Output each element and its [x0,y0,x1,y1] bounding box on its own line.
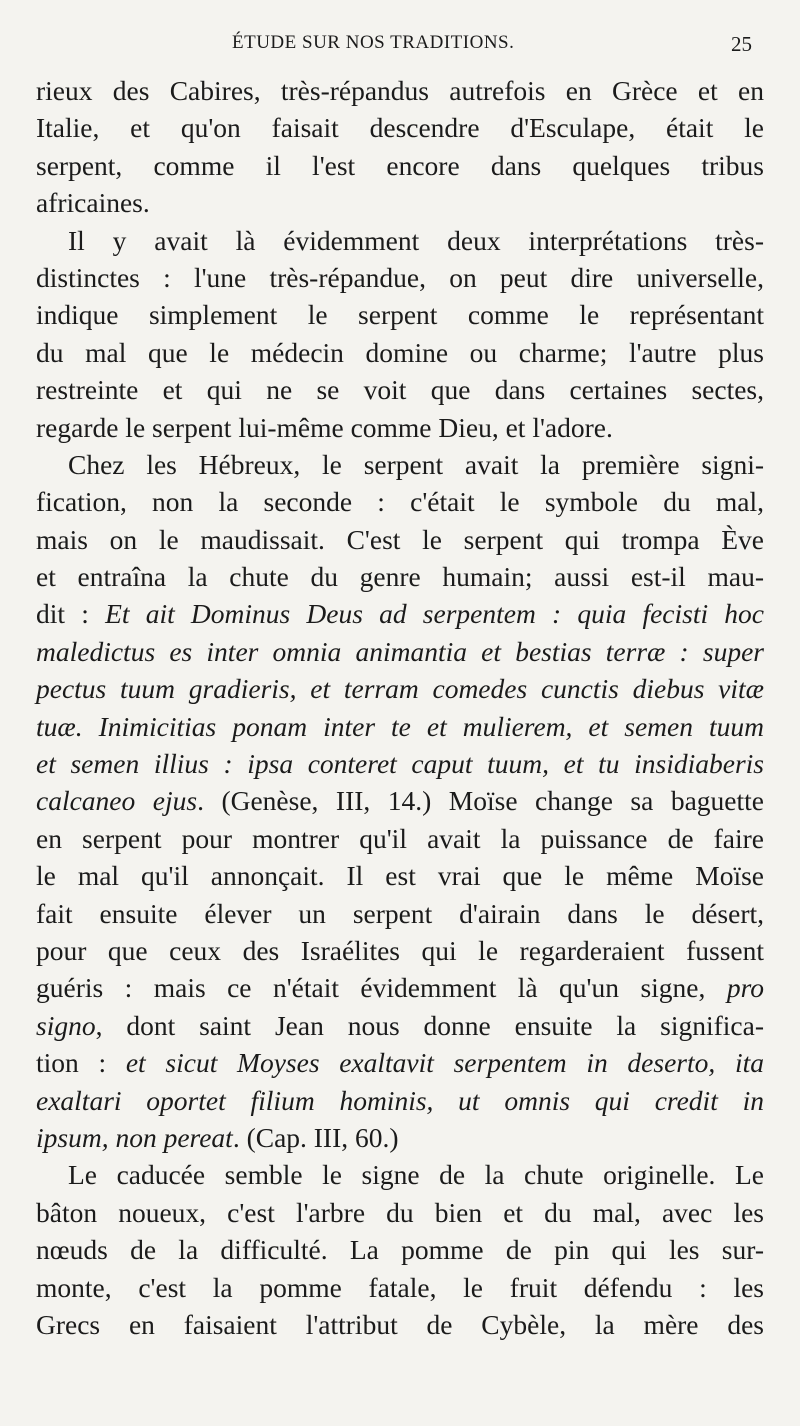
text-line [36,1119,764,1156]
text-line [36,782,764,819]
text-line [36,932,764,969]
text-segment: monte, c'est la pomme fatale, le fruit défendu : les [36,1271,764,1303]
text-segment: dit : [36,598,106,630]
text-line [36,296,764,333]
page-number: 25 [731,32,752,56]
text-line [36,259,764,296]
text-segment: calcaneo ejus [36,785,198,817]
text-line [36,895,764,932]
text-segment: guéris : mais ce n'était évidemment là qu'un signe, [36,972,727,1004]
text-segment: et semen illius : ipsa conteret caput tuum, et tu insidiaberis [36,748,764,780]
text-line [36,558,764,595]
text-line [36,595,764,632]
text-line [36,1269,764,1306]
text-line [36,1231,764,1268]
text-line [36,1194,764,1231]
text-segment: . (Cap. III, 60.) [232,1121,399,1153]
text-segment: pro [726,972,764,1004]
text-segment: Italie, et qu'on faisait descendre d'Esculape, était le [36,112,764,144]
text-segment: rieux des Cabires, très-répandus autrefois en Grèce et en [36,75,764,106]
text-line [36,334,764,371]
text-line [36,72,764,109]
text-line [36,1082,764,1119]
text-segment: ipsum, non pereat [36,1121,233,1153]
text-segment: , dont saint Jean nous donne ensuite la significa- [95,1009,764,1041]
text-segment: tion : [36,1047,126,1079]
text-line [36,147,764,184]
text-segment: signo [36,1009,96,1041]
text-segment: nœuds de la difficulté. La pomme de pin qui les sur- [36,1234,764,1266]
text-line [36,969,764,1006]
text-segment: bâton noueux, c'est l'arbre du bien et du mal, avec les [36,1196,764,1228]
text-line [36,184,764,221]
text-segment: serpent, comme il l'est encore dans quelques tribus [36,149,764,181]
text-segment: regarde le serpent lui-même comme Dieu, et l'adore. [36,411,613,443]
text-segment: fait ensuite élever un serpent d'airain dans le désert, [36,897,764,929]
text-line [36,409,764,446]
text-segment: le mal qu'il annonçait. Il est vrai que le même Moïse [36,860,764,892]
text-segment: et sicut Moyses exaltavit serpentem in deserto, ita [125,1047,764,1079]
text-line [36,446,764,483]
text-segment: du mal que le médecin domine ou charme; l'autre plus [36,336,764,368]
text-segment: Le caducée semble le signe de la chute originelle. Le [68,1159,764,1191]
text-line [36,820,764,857]
text-segment: distinctes : l'une très-répandue, on peut dire universelle, [36,261,764,293]
text-line [36,222,764,259]
running-title: ÉTUDE SUR NOS TRADITIONS. [232,32,515,53]
text-line [36,708,764,745]
text-segment: pectus tuum gradieris, et terram comedes cunctis diebus vitæ [36,673,764,705]
text-segment: maledictus es inter omnia animantia et bestias terræ : super [36,635,764,667]
text-segment: Et ait Dominus Deus ad serpentem : quia fecisti hoc [105,598,765,630]
text-segment: indique simplement le serpent comme le représentant [36,299,764,331]
text-line [36,1007,764,1044]
text-line [36,1156,764,1193]
text-segment: restreinte et qui ne se voit que dans certaines sectes, [36,374,764,406]
text-segment: et entraîna la chute du genre humain; aussi est-il mau- [36,561,764,593]
text-segment: . (Genèse, III, 14.) Moïse change sa baguette [197,785,764,817]
text-line [36,521,764,558]
text-segment: Il y avait là évidemment deux interprétations très- [68,224,764,256]
text-segment: mais on le maudissait. C'est le serpent qui trompa Ève [36,523,764,555]
text-segment: exaltari oportet filium hominis, ut omnis qui credit in [36,1084,764,1116]
text-line [36,857,764,894]
text-segment: africaines. [36,187,150,219]
text-segment: Grecs en faisaient l'attribut de Cybèle, la mère des [36,1308,764,1340]
text-line [36,371,764,408]
page-header [0,32,800,62]
text-segment: fication, non la seconde : c'était le symbole du mal, [36,486,764,518]
text-segment: tuæ. Inimicitias ponam inter te et mulierem, et semen tuum [36,710,764,742]
text-line [36,670,764,707]
body-text [36,72,764,1343]
text-segment: pour que ceux des Israélites qui le regarderaient fussent [36,934,764,966]
text-line [36,745,764,782]
text-line [36,1306,764,1343]
text-segment: Chez les Hébreux, le serpent avait la première signi- [68,448,764,480]
text-line [36,1044,764,1081]
text-line [36,633,764,670]
text-segment: en serpent pour montrer qu'il avait la puissance de faire [36,822,764,854]
text-line [36,109,764,146]
text-line [36,483,764,520]
